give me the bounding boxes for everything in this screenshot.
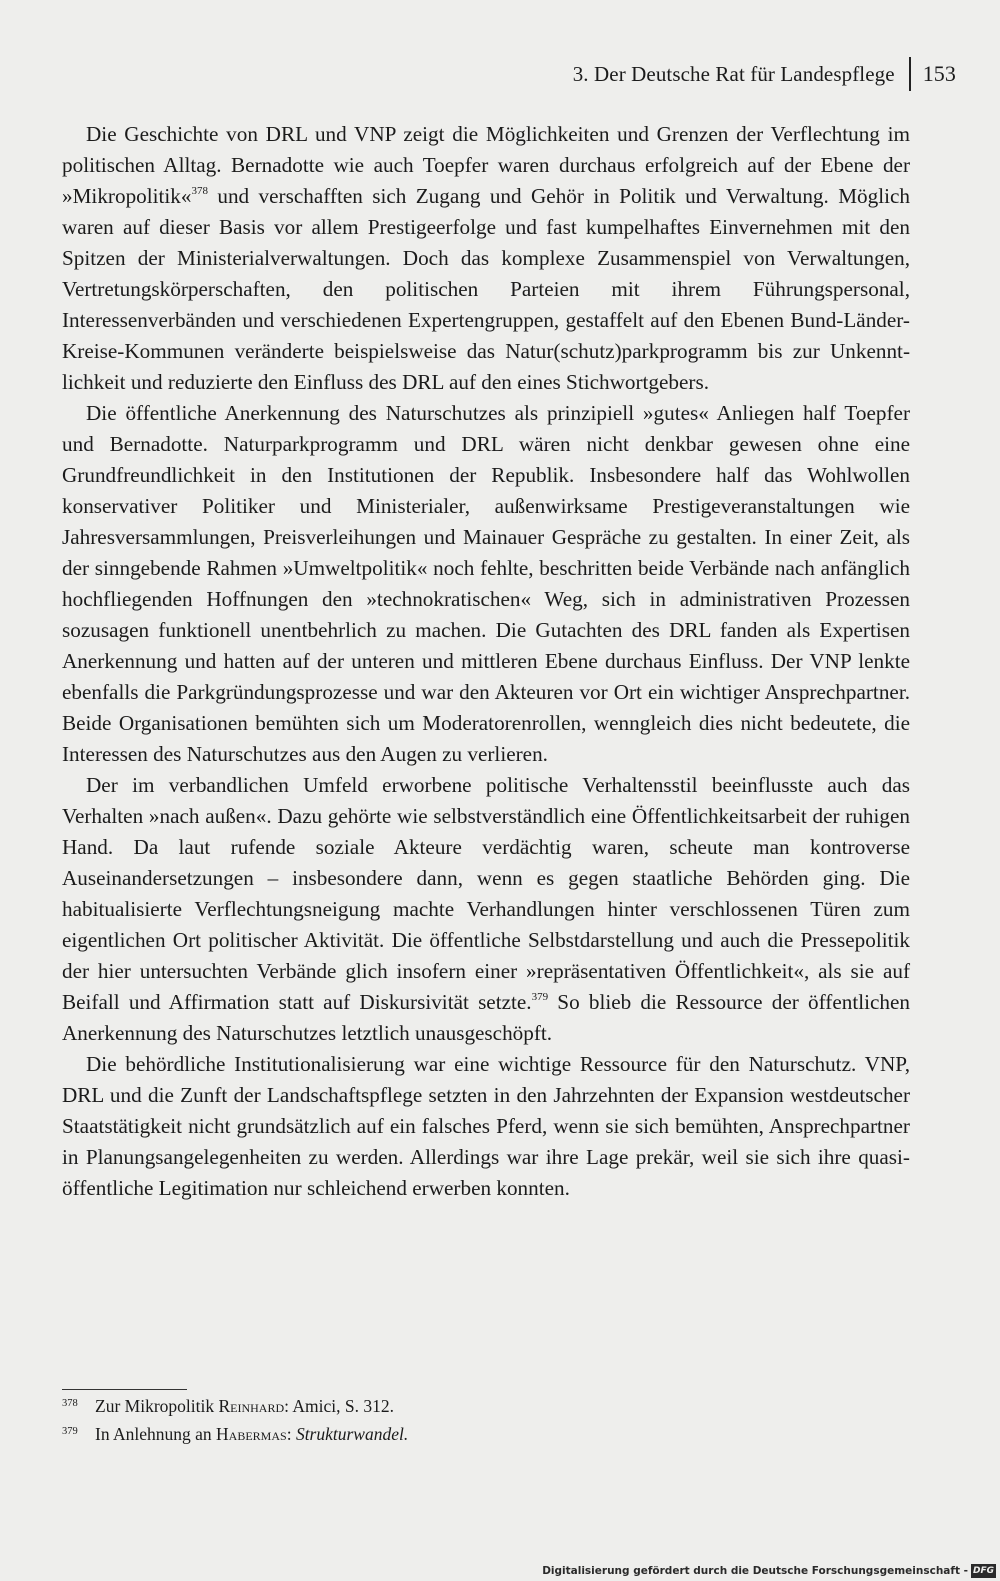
paragraph — [62, 398, 910, 770]
paragraph — [62, 119, 910, 398]
footnote-rule — [62, 1389, 187, 1390]
footnote-number: 378 — [62, 1398, 78, 1409]
digitization-text: Digitalisierung gefördert durch die Deutsche Forschungsgemeinschaft - — [542, 1565, 968, 1577]
text-run: Die Geschichte von DRL und VNP zeigt die Möglichkeiten und Grenzen der Verflechtung im politischen Alltag. Bernadotte wie auch Toepfer waren durchaus erfolgreich auf der Ebene der »Mikropolitik« — [62, 122, 910, 208]
author-name: Reinhard — [218, 1396, 285, 1416]
text-run: Die öffentliche Anerkennung des Naturschutzes als prinzipiell »gutes« Anliegen half Toepfer und Bernadotte. Naturparkprogramm und DRL wären nicht denkbar gewesen ohne eine Grundfreundlichkeit in den Institutionen der Republik. Insbesondere half das Wohlwollen konservativer Politiker und Ministerialer, außenwirksame Prestigeveranstaltungen wie Jahresversammlungen, Preisverleihungen und Mainauer Gespräche zu gestalten. In einer Zeit, als der sinngebende Rahmen »Umweltpolitik« noch fehlte, beschritten beide Verbände nach anfänglich hochfliegenden Hoffnungen den »technokratischen« Weg, sich in administrativen Prozessen sozusagen funktionell unentbehrlich zu machen. Die Gutachten des DRL fanden als Expertisen Anerkennung und hatten auf der unteren und mittleren Ebene durchaus Einfluss. Der VNP lenkte ebenfalls die Parkgründungsprozesse und war den Akteuren vor Ort ein wichtiger Ansprechpartner. Beide Organisationen bemühten sich um Moderatorenrollen, wenngleich dies nicht bedeutete, die Interessen des Naturschutzes aus den Augen zu verlieren. — [62, 401, 910, 766]
author-name: Habermas — [216, 1424, 287, 1444]
footnote-text — [95, 1422, 408, 1446]
running-head — [573, 56, 956, 92]
footnote-ref: 378 — [191, 185, 208, 197]
text-run: Zur Mikropolitik — [95, 1396, 219, 1416]
page-number: 153 — [922, 61, 956, 86]
footnote-ref: 379 — [531, 991, 549, 1003]
work-title: Strukturwandel. — [295, 1424, 409, 1444]
text-run: In Anlehnung an — [95, 1424, 217, 1444]
digitization-note — [542, 1563, 996, 1579]
paragraph — [62, 770, 910, 1049]
text-run: Die behördliche Institutionalisierung war eine wichtige Ressource für den Naturschutz. VNP, DRL und die Zunft der Landschaftspflege setzten in den Jahrzehnten der Expansion westdeutscher Staatstätigkeit nicht grundsätzlich auf ein falsches Pferd, wenn sie sich bemühten, Ansprechpartner in Planungsangelegenheiten zu werden. Allerdings war ihre Lage prekär, weil sie sich ihre quasi-öffentliche Legitimation nur schleichend erwerben konnten. — [62, 1052, 910, 1200]
footnote-378 — [62, 1394, 910, 1422]
dfg-logo-icon: DFG — [972, 1566, 994, 1576]
chapter-title: 3. Der Deutsche Rat für Landespflege — [572, 61, 895, 86]
running-head-divider — [909, 57, 911, 91]
footnotes — [62, 1394, 910, 1450]
footnote-379 — [62, 1422, 910, 1450]
text-run: und verschafften sich Zugang und Gehör in Politik und Verwaltung. Möglich waren auf dieser Basis vor allem Prestigeerfolge und fast kumpelhaftes Einvernehmen mit den Spitzen der Ministerialverwaltungen. Doch das komplexe Zusammenspiel von Verwaltungen, Vertretungskörperschaften, den politischen Parteien mit ihrem Führungspersonal, Interessenverbänden und verschiedenen Expertengruppen, gestaffelt auf den Ebenen Bund-Länder-Kreise-Kommunen veränderte beispielsweise das Natur(schutz)parkprogramm bis zur Unkenntlichkeit und reduzierte den Einfluss des DRL auf den eines Stichwortgebers. — [62, 184, 910, 394]
footnote-number: 379 — [62, 1426, 78, 1437]
text-run: : — [286, 1424, 296, 1444]
text-run: : Amici, S. 312. — [284, 1396, 395, 1416]
text-run: Der im verbandlichen Umfeld erworbene politische Verhaltensstil beeinflusste auch das Verhalten »nach außen«. Dazu gehörte wie selbstverständlich eine Öffentlichkeitsarbeit der ruhigen Hand. Da laut rufende soziale Akteure verdächtig waren, scheute man kontroverse Auseinandersetzungen – insbesondere dann, wenn es gegen staatliche Behörden ging. Die habitualisierte Verflechtungsneigung machte Verhandlungen hinter verschlossenen Türen zum eigentlichen Ort politischer Aktivität. Die öffentliche Selbstdarstellung und auch die Pressepolitik der hier untersuchten Verbände glich insofern einer »repräsentativen Öffentlichkeit«, als sie auf Beifall und Affirmation statt auf Diskursivität setzte. — [62, 773, 910, 1014]
body-text — [62, 119, 910, 1204]
text-run: So blieb die Ressource der öffentlichen Anerkennung des Naturschutzes letztlich unausgeschöpft. — [62, 990, 910, 1045]
footnote-text — [95, 1394, 394, 1418]
paragraph — [62, 1049, 910, 1204]
